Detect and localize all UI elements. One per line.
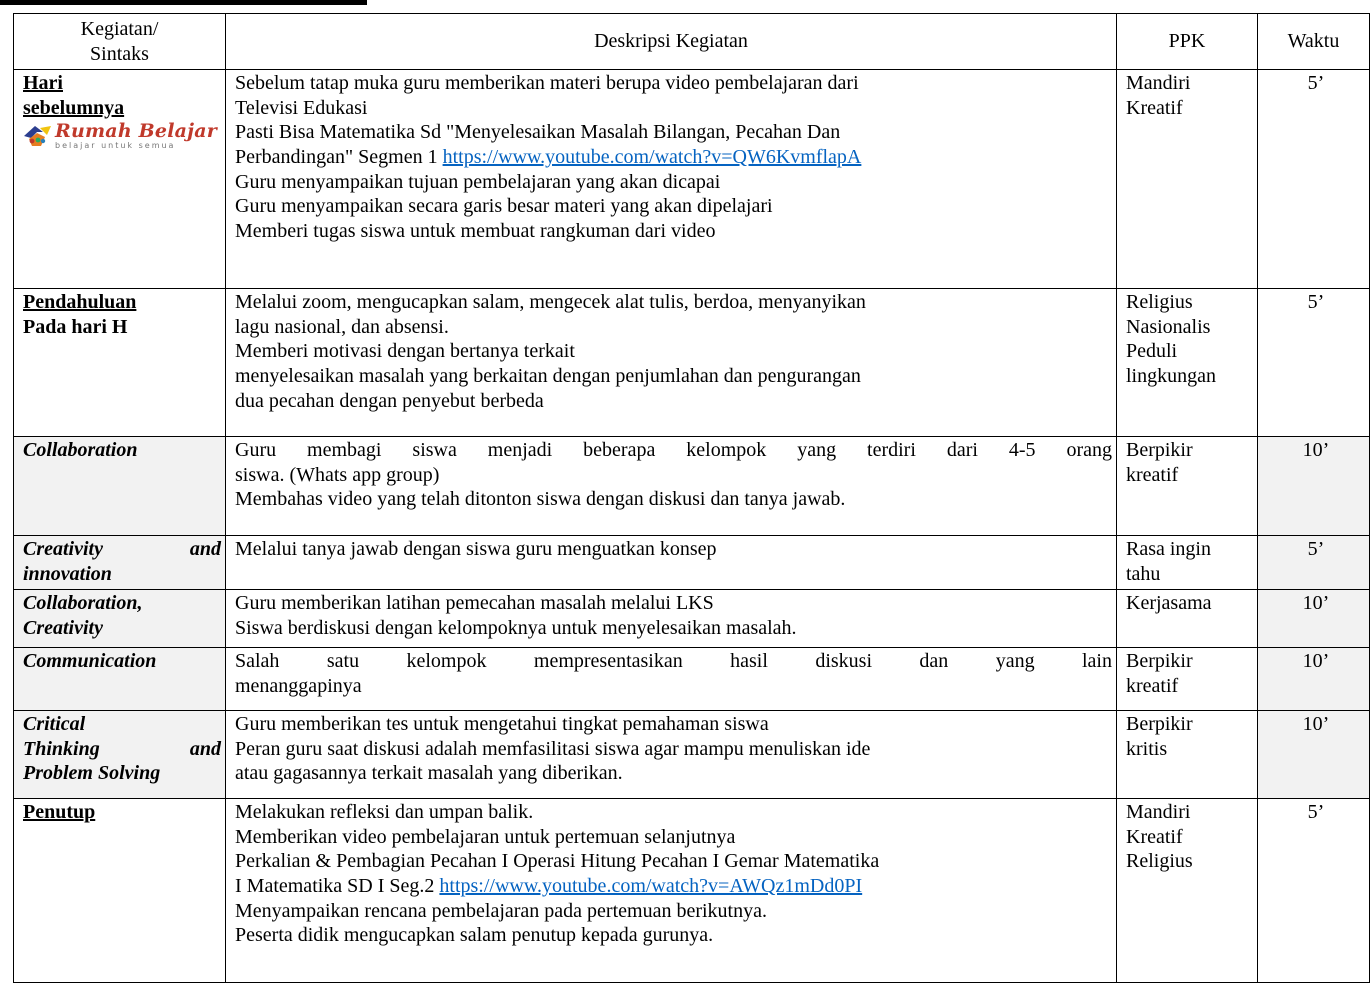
- waktu-cell: 5’: [1258, 536, 1370, 590]
- deskripsi-line: menyelesaikan masalah yang berkaitan dengan penjumlahan dan pengurangan: [235, 364, 861, 387]
- sintaks-label: Communication: [23, 650, 157, 673]
- ppk-value: lingkungan: [1126, 364, 1216, 387]
- ppk-value: Nasionalis: [1126, 315, 1211, 338]
- deskripsi-text: I Matematika SD I Seg.2: [235, 874, 440, 897]
- sintaks-cell: [14, 711, 226, 799]
- ppk-value: Mandiri: [1126, 72, 1191, 95]
- deskripsi-cell: [226, 648, 1117, 711]
- deskripsi-line: Pasti Bisa Matematika Sd "Menyelesaikan Masalah Bilangan, Pecahan Dan: [235, 121, 841, 144]
- table-row: [14, 799, 1370, 983]
- deskripsi-line: Memberi tugas siswa untuk membuat rangkuman dari video: [235, 219, 716, 242]
- waktu-cell: 10’: [1258, 437, 1370, 536]
- deskripsi-cell: [226, 590, 1117, 648]
- ppk-value: Religius: [1126, 850, 1193, 873]
- header-deskripsi: Deskripsi Kegiatan: [226, 14, 1117, 70]
- deskripsi-line: Sebelum tatap muka guru memberikan materi berupa video pembelajaran dari: [235, 72, 859, 95]
- ppk-value: Peduli: [1126, 340, 1178, 363]
- deskripsi-line: Guru memberikan latihan pemecahan masalah melalui LKS: [235, 592, 714, 615]
- deskripsi-cell: [226, 711, 1117, 799]
- deskripsi-text: Perbandingan" Segmen 1: [235, 145, 443, 168]
- ppk-value: Kreatif: [1126, 825, 1183, 848]
- deskripsi-line: Memberi motivasi dengan bertanya terkait: [235, 340, 575, 363]
- deskripsi-cell: [226, 437, 1117, 536]
- sintaks-label: Collaboration: [23, 439, 138, 462]
- ppk-cell: [1117, 70, 1258, 289]
- deskripsi-line: Peserta didik mengucapkan salam penutup kepada gurunya.: [235, 924, 714, 947]
- youtube-link[interactable]: https://www.youtube.com/watch?v=QW6KvmflapA: [442, 145, 862, 168]
- table-row: [14, 590, 1370, 648]
- youtube-link[interactable]: https://www.youtube.com/watch?v=AWQz1mDd0PI: [439, 874, 863, 897]
- rumah-belajar-logo: [23, 122, 221, 150]
- deskripsi-line: Melalui zoom, mengucapkan salam, mengecek alat tulis, berdoa, menyanyikan: [235, 291, 866, 314]
- waktu-cell: 5’: [1258, 70, 1370, 289]
- deskripsi-line: Melakukan refleksi dan umpan balik.: [235, 801, 534, 824]
- header-sintaks-line: Kegiatan/: [80, 18, 159, 40]
- table-row: [14, 70, 1370, 289]
- ppk-value: Kreatif: [1126, 96, 1183, 119]
- header-ppk: PPK: [1117, 14, 1258, 70]
- waktu-cell: 10’: [1258, 648, 1370, 711]
- ppk-cell: [1117, 437, 1258, 536]
- waktu-cell: 10’: [1258, 590, 1370, 648]
- deskripsi-line: siswa. (Whats app group): [235, 463, 440, 486]
- deskripsi-line: [235, 145, 1112, 170]
- ppk-value: kritis: [1126, 737, 1168, 760]
- sintaks-label: innovation: [23, 562, 112, 585]
- sintaks-label: Collaboration,: [23, 592, 143, 615]
- ppk-value: Rasa ingin: [1126, 538, 1211, 561]
- sintaks-label: Critical: [23, 713, 86, 736]
- sintaks-label: Thinking and: [23, 737, 221, 760]
- sintaks-label: Creativity and: [23, 538, 221, 561]
- deskripsi-cell: [226, 536, 1117, 590]
- sintaks-label: Hari: [23, 72, 63, 95]
- table-row: [14, 437, 1370, 536]
- ppk-value: Berpikir: [1126, 713, 1193, 736]
- ppk-value: Berpikir: [1126, 650, 1193, 673]
- rumah-belajar-icon: [23, 122, 53, 148]
- sintaks-label: sebelumnya: [23, 96, 125, 119]
- sintaks-label: Penutup: [23, 801, 96, 824]
- sintaks-label: Pada hari H: [23, 315, 128, 338]
- top-rule: [0, 0, 367, 5]
- sintaks-cell: [14, 536, 226, 590]
- sintaks-cell: [14, 590, 226, 648]
- deskripsi-line: Guru memberikan tes untuk mengetahui tingkat pemahaman siswa: [235, 713, 769, 736]
- deskripsi-line: [235, 874, 1112, 899]
- deskripsi-line: Siswa berdiskusi dengan kelompoknya untuk menyelesaikan masalah.: [235, 616, 797, 639]
- sintaks-label: Pendahuluan: [23, 291, 137, 314]
- sintaks-cell: [14, 289, 226, 437]
- ppk-cell: [1117, 289, 1258, 437]
- ppk-cell: [1117, 799, 1258, 983]
- table-header-row: [14, 14, 1370, 70]
- sintaks-cell: [14, 70, 226, 289]
- ppk-value: Kerjasama: [1126, 592, 1212, 615]
- waktu-cell: 5’: [1258, 799, 1370, 983]
- sintaks-cell: [14, 648, 226, 711]
- ppk-cell: [1117, 711, 1258, 799]
- logo-tagline: belajar untuk semua: [55, 141, 176, 151]
- deskripsi-line: Guru membagi siswa menjadi beberapa kelompok yang terdiri dari 4-5 orang: [235, 439, 1112, 462]
- deskripsi-line: Memberikan video pembelajaran untuk pertemuan selanjutnya: [235, 825, 736, 848]
- waktu-cell: 5’: [1258, 289, 1370, 437]
- deskripsi-line: Televisi Edukasi: [235, 96, 368, 119]
- deskripsi-line: Membahas video yang telah ditonton siswa dengan diskusi dan tanya jawab.: [235, 488, 846, 511]
- sintaks-label: Problem Solving: [23, 762, 161, 785]
- ppk-value: Religius: [1126, 291, 1193, 314]
- deskripsi-line: dua pecahan dengan penyebut berbeda: [235, 389, 544, 412]
- header-waktu: Waktu: [1258, 14, 1370, 70]
- logo-name: Rumah Belajar: [55, 120, 217, 143]
- deskripsi-line: Menyampaikan rencana pembelajaran pada pertemuan berikutnya.: [235, 899, 767, 922]
- waktu-cell: 10’: [1258, 711, 1370, 799]
- ppk-value: Berpikir: [1126, 439, 1193, 462]
- deskripsi-line: atau gagasannya terkait masalah yang diberikan.: [235, 762, 623, 785]
- deskripsi-line: Melalui tanya jawab dengan siswa guru menguatkan konsep: [235, 538, 717, 561]
- table-row: [14, 536, 1370, 590]
- deskripsi-line: lagu nasional, dan absensi.: [235, 315, 449, 338]
- ppk-cell: [1117, 648, 1258, 711]
- deskripsi-line: Perkalian & Pembagian Pecahan I Operasi Hitung Pecahan I Gemar Matematika: [235, 850, 880, 873]
- table-row: [14, 711, 1370, 799]
- deskripsi-cell: [226, 799, 1117, 983]
- ppk-value: Mandiri: [1126, 801, 1191, 824]
- sintaks-cell: [14, 437, 226, 536]
- ppk-cell: [1117, 536, 1258, 590]
- header-sintaks-line: Sintaks: [90, 42, 149, 65]
- table-row: [14, 289, 1370, 437]
- deskripsi-line: Salah satu kelompok mempresentasikan hasil diskusi dan yang lain: [235, 650, 1112, 673]
- ppk-cell: [1117, 590, 1258, 648]
- deskripsi-cell: [226, 289, 1117, 437]
- table-row: [14, 648, 1370, 711]
- ppk-value: tahu: [1126, 562, 1161, 585]
- deskripsi-line: Peran guru saat diskusi adalah memfasilitasi siswa agar mampu menuliskan ide: [235, 737, 871, 760]
- header-sintaks: [14, 14, 226, 70]
- deskripsi-cell: [226, 70, 1117, 289]
- sintaks-label: Creativity: [23, 616, 103, 639]
- deskripsi-line: Guru menyampaikan tujuan pembelajaran yang akan dicapai: [235, 170, 721, 193]
- sintaks-cell: [14, 799, 226, 983]
- deskripsi-line: Guru menyampaikan secara garis besar materi yang akan dipelajari: [235, 195, 773, 218]
- ppk-value: kreatif: [1126, 674, 1179, 697]
- ppk-value: kreatif: [1126, 463, 1179, 486]
- activity-table: [13, 13, 1370, 983]
- deskripsi-line: menanggapinya: [235, 674, 362, 697]
